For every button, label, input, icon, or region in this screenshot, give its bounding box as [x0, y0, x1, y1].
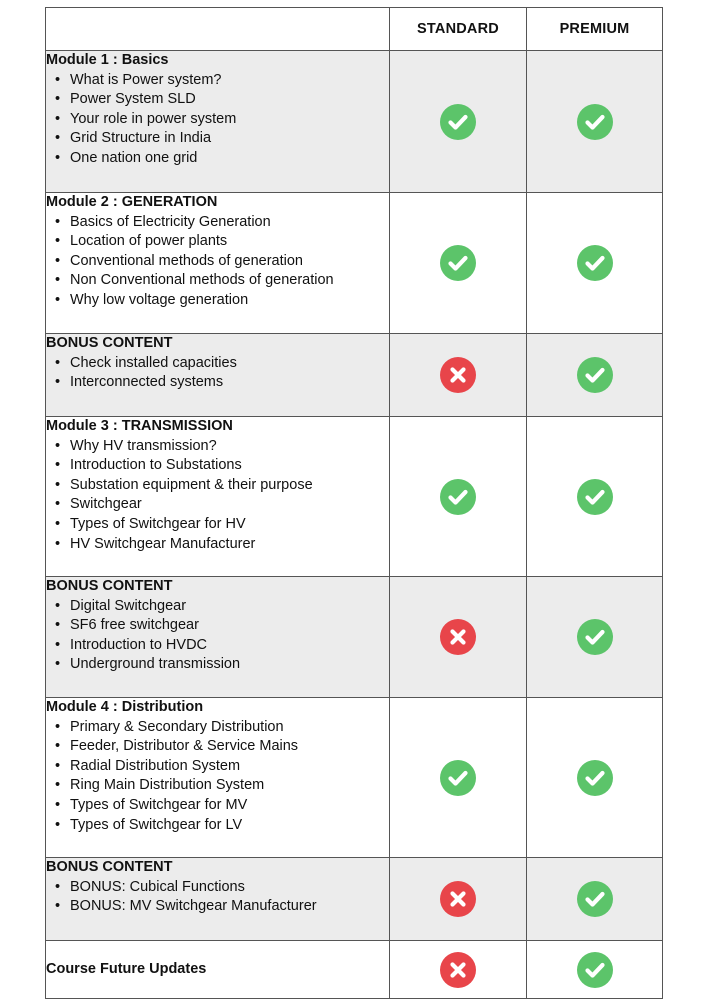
topic-item: • Types of Switchgear for LV [70, 816, 389, 836]
premium-cell [527, 193, 663, 334]
module-cell [46, 193, 390, 334]
topic-item: • Switchgear [70, 495, 389, 515]
topic-item: • Your role in power system [70, 110, 389, 130]
topic-item: • What is Power system? [70, 71, 389, 91]
topic-list [46, 718, 389, 836]
check-circle-icon [577, 245, 613, 281]
topic-item: • Check installed capacities [70, 354, 389, 374]
topic-item: • BONUS: Cubical Functions [70, 878, 389, 898]
check-circle-icon [440, 479, 476, 515]
table-row [46, 941, 663, 999]
topic-item: • Feeder, Distributor & Service Mains [70, 737, 389, 757]
x-circle-icon [440, 619, 476, 655]
module-title: BONUS CONTENT [46, 578, 173, 594]
module-cell [46, 51, 390, 193]
premium-cell [527, 417, 663, 577]
standard-cell [390, 941, 527, 999]
module-title: Module 2 : GENERATION [46, 194, 218, 210]
x-circle-icon [440, 952, 476, 988]
premium-cell [527, 698, 663, 858]
premium-cell [527, 334, 663, 417]
check-circle-icon [577, 357, 613, 393]
topic-item: • Basics of Electricity Generation [70, 213, 389, 233]
topic-item: • Power System SLD [70, 90, 389, 110]
x-circle-icon [440, 881, 476, 917]
topic-item: • Location of power plants [70, 232, 389, 252]
check-circle-icon [440, 760, 476, 796]
topic-item: • BONUS: MV Switchgear Manufacturer [70, 897, 389, 917]
topic-item: • Grid Structure in India [70, 129, 389, 149]
check-circle-icon [577, 881, 613, 917]
module-cell [46, 941, 390, 999]
x-circle-icon [440, 357, 476, 393]
header-standard: STANDARD [390, 8, 527, 51]
premium-cell [527, 858, 663, 941]
check-circle-icon [577, 619, 613, 655]
table-row [46, 577, 663, 698]
table-row [46, 334, 663, 417]
comparison-table [45, 7, 663, 999]
module-title: Module 4 : Distribution [46, 699, 204, 715]
topic-item: • Primary & Secondary Distribution [70, 718, 389, 738]
module-title: Module 3 : TRANSMISSION [46, 418, 233, 434]
standard-cell [390, 577, 527, 698]
table-row [46, 858, 663, 941]
standard-cell [390, 417, 527, 577]
topic-item: • Ring Main Distribution System [70, 776, 389, 796]
module-cell [46, 858, 390, 941]
topic-item: • Types of Switchgear for MV [70, 796, 389, 816]
topic-item: • Why low voltage generation [70, 291, 389, 311]
topic-item: • Non Conventional methods of generation [70, 271, 389, 291]
check-circle-icon [577, 104, 613, 140]
table-row [46, 51, 663, 193]
header-premium: PREMIUM [527, 8, 663, 51]
topic-item: • SF6 free switchgear [70, 616, 389, 636]
topic-item: • Introduction to HVDC [70, 636, 389, 656]
topic-list [46, 437, 389, 555]
table-row [46, 698, 663, 858]
module-title: Module 1 : Basics [46, 52, 169, 68]
check-circle-icon [440, 245, 476, 281]
standard-cell [390, 858, 527, 941]
topic-list [46, 354, 389, 393]
topic-item: • Digital Switchgear [70, 597, 389, 617]
check-circle-icon [577, 952, 613, 988]
module-cell [46, 698, 390, 858]
table-row [46, 417, 663, 577]
standard-cell [390, 193, 527, 334]
premium-cell [527, 941, 663, 999]
topic-list [46, 71, 389, 169]
premium-cell [527, 577, 663, 698]
module-cell [46, 417, 390, 577]
check-circle-icon [577, 479, 613, 515]
topic-item: • Types of Switchgear for HV [70, 515, 389, 535]
topic-item: • Underground transmission [70, 655, 389, 675]
header-row [46, 8, 663, 51]
topic-list [46, 597, 389, 675]
topic-item: • Interconnected systems [70, 373, 389, 393]
table-body [46, 51, 663, 999]
module-title: BONUS CONTENT [46, 859, 173, 875]
check-circle-icon [440, 104, 476, 140]
standard-cell [390, 334, 527, 417]
topic-item: • HV Switchgear Manufacturer [70, 535, 389, 555]
standard-cell [390, 698, 527, 858]
module-title: Course Future Updates [46, 960, 207, 977]
topic-item: • Why HV transmission? [70, 437, 389, 457]
topic-item: • Radial Distribution System [70, 757, 389, 777]
table-row [46, 193, 663, 334]
topic-item: • Conventional methods of generation [70, 252, 389, 272]
check-circle-icon [577, 760, 613, 796]
module-title: BONUS CONTENT [46, 335, 173, 351]
module-cell [46, 577, 390, 698]
topic-item: • Introduction to Substations [70, 456, 389, 476]
header-empty-cell [46, 8, 390, 51]
topic-list [46, 878, 389, 917]
topic-list [46, 213, 389, 311]
standard-cell [390, 51, 527, 193]
module-cell [46, 334, 390, 417]
topic-item: • Substation equipment & their purpose [70, 476, 389, 496]
topic-item: • One nation one grid [70, 149, 389, 169]
premium-cell [527, 51, 663, 193]
